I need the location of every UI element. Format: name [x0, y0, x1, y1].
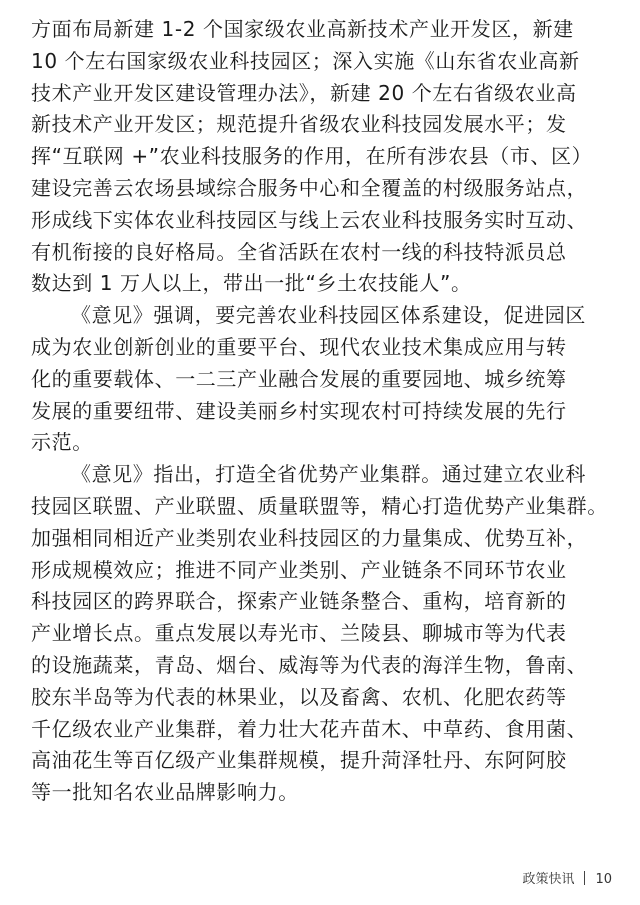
text-line: 示范。 [31, 430, 93, 455]
text-line: 挥“互联网 +”农业科技服务的作用，在所有涉农县（市、区） [31, 144, 593, 169]
text-line: 形成线下实体农业科技园区与线上云农业科技服务实时互动、 [31, 207, 588, 232]
text-line: 胶东半岛等为代表的林果业，以及畜禽、农机、化肥农药等 [31, 684, 567, 709]
text-line: 有机衔接的良好格局。全省活跃在农村一线的科技特派员总 [31, 239, 567, 264]
page-footer [522, 868, 612, 887]
text-line: 化的重要载体、一二三产业融合发展的重要园地、城乡统筹 [31, 366, 567, 391]
text-line: 新技术产业开发区；规范提升省级农业科技园发展水平；发 [31, 112, 567, 137]
text-line: 的设施蔬菜，青岛、烟台、威海等为代表的海洋生物，鲁南、 [31, 652, 588, 677]
text-line: 建设完善云农场县域综合服务中心和全覆盖的村级服务站点， [31, 175, 588, 200]
text-line: 10 个左右国家级农业科技园区；深入实施《山东省农业高新 [31, 48, 580, 73]
text-line: 《意见》指出，打造全省优势产业集群。通过建立农业科 [71, 462, 586, 487]
text-line: 高油花生等百亿级产业集群规模，提升菏泽牡丹、东阿阿胶 [31, 748, 567, 773]
page-number: 10 [595, 872, 612, 887]
footer-section-label: 政策快讯 [522, 872, 575, 887]
text-line: 成为农业创新创业的重要平台、现代农业技术集成应用与转 [31, 334, 567, 359]
text-line: 方面布局新建 1-2 个国家级农业高新技术产业开发区，新建 [31, 17, 574, 41]
text-line: 数达到 1 万人以上，带出一批“乡土农技能人”。 [31, 271, 472, 296]
text-line: 科技园区的跨界联合，探索产业链条整合、重构，培育新的 [31, 589, 567, 614]
article-body [31, 14, 615, 809]
footer-divider [584, 871, 585, 885]
text-line: 技园区联盟、产业联盟、质量联盟等，精心打造优势产业集群。 [31, 493, 608, 518]
text-line: 技术产业开发区建设管理办法》，新建 20 个左右省级农业高 [31, 80, 577, 105]
text-line: 千亿级农业产业集群，着力壮大花卉苗木、中草药、食用菌、 [31, 716, 588, 741]
text-line: 等一批知名农业品牌影响力。 [31, 780, 299, 805]
text-line: 加强相同相近产业类别农业科技园区的力量集成、优势互补， [31, 525, 588, 550]
text-line: 发展的重要纽带、建设美丽乡村实现农村可持续发展的先行 [31, 398, 567, 423]
text-line: 《意见》强调，要完善农业科技园区体系建设，促进园区 [71, 303, 586, 328]
text-line: 形成规模效应；推进不同产业类别、产业链条不同环节农业 [31, 557, 567, 582]
text-line: 产业增长点。重点发展以寿光市、兰陵县、聊城市等为代表 [31, 621, 567, 646]
